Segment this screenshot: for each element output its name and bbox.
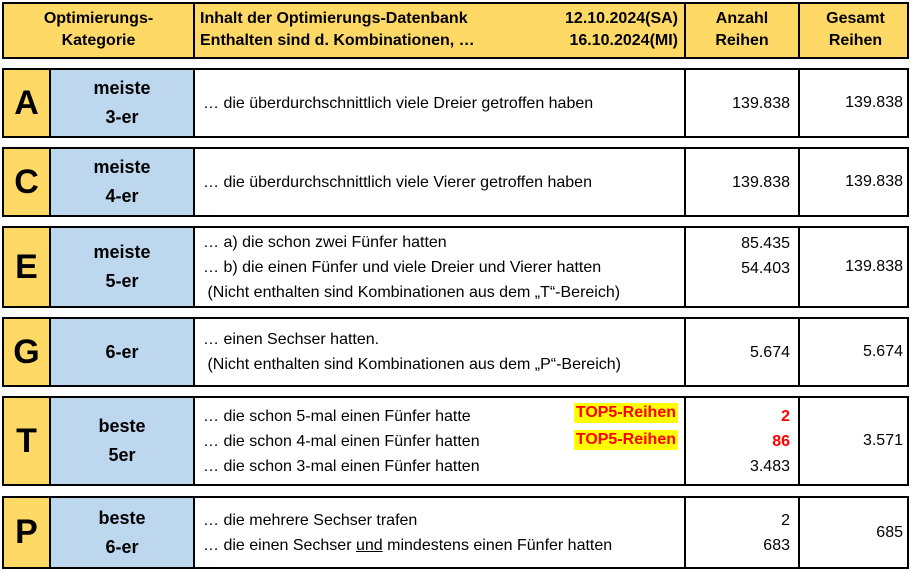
row-description: … die überdurchschnittlich viele Vierer getroffen haben — [203, 173, 592, 191]
row-description: … a) die schon zwei Fünfer hatten … b) die einen Fünfer und viele Dreier und Vierer hatten (Nicht enthalten sind Kombinationen aus dem „T“-Bereich) — [203, 233, 621, 301]
row-p — [2, 496, 909, 569]
header-content: Inhalt der Optimierungs-Datenbank Enthalten sind d. Kombinationen, … 12.10.2024(SA) 16.10.2024(MI) — [195, 4, 684, 57]
row-description: … die mehrere Sechser trafen … die einen Sechser und mindestens einen Fünfer hatten — [203, 511, 613, 554]
row-category: beste 6-er — [51, 498, 193, 567]
header-category: Optimierungs- Kategorie — [43, 10, 154, 49]
row-c — [2, 147, 909, 217]
row-count: 2 683 — [763, 511, 790, 554]
row-description: … die schon 5-mal einen Fünfer hatte … die schon 4-mal einen Fünfer hatten … die schon 3-mal einen Fünfer hatten TOP5-Reihen TOP5-Reihen — [203, 404, 676, 475]
row-category: meiste 5-er — [51, 228, 193, 306]
row-letter: C — [4, 149, 49, 215]
row-a — [2, 68, 909, 138]
row-g — [2, 317, 909, 387]
row-letter: A — [4, 70, 49, 136]
row-letter: E — [4, 228, 49, 306]
row-category: beste 5er — [51, 398, 193, 484]
row-total: 139.838 — [845, 94, 903, 111]
row-count: 139.838 — [732, 94, 790, 112]
row-total: 685 — [876, 523, 903, 541]
row-category: meiste 4-er — [51, 149, 193, 215]
row-total: 3.571 — [862, 432, 903, 449]
row-t — [2, 396, 909, 486]
header-count: Anzahl Reihen — [715, 10, 769, 49]
row-total: 5.674 — [862, 343, 903, 360]
row-description: … einen Sechser hatten. (Nicht enthalten sind Kombinationen aus dem „P“-Bereich) — [203, 331, 621, 373]
row-count: 5.674 — [749, 343, 790, 361]
row-category: 6-er — [51, 319, 193, 385]
row-letter: P — [4, 498, 49, 567]
row-e — [2, 226, 909, 308]
table-header — [2, 2, 909, 59]
top5-badge: TOP5-Reihen — [575, 431, 676, 448]
header-dates — [565, 4, 678, 52]
header-total: Gesamt Reihen — [826, 10, 885, 49]
row-letter: T — [4, 398, 49, 484]
row-category: meiste 3-er — [51, 70, 193, 136]
row-count: 139.838 — [732, 173, 790, 191]
row-count: 85.435 54.403 — [741, 235, 790, 277]
row-count: 2 86 3.483 — [749, 407, 790, 475]
date-to: 16.10.2024(MI) — [569, 32, 678, 49]
row-total: 139.838 — [845, 173, 903, 190]
row-letter: G — [4, 319, 49, 385]
row-total: 139.838 — [845, 258, 903, 275]
top5-badge: TOP5-Reihen — [575, 404, 676, 421]
row-description: … die überdurchschnittlich viele Dreier getroffen haben — [203, 94, 594, 112]
date-from: 12.10.2024(SA) — [565, 10, 678, 27]
